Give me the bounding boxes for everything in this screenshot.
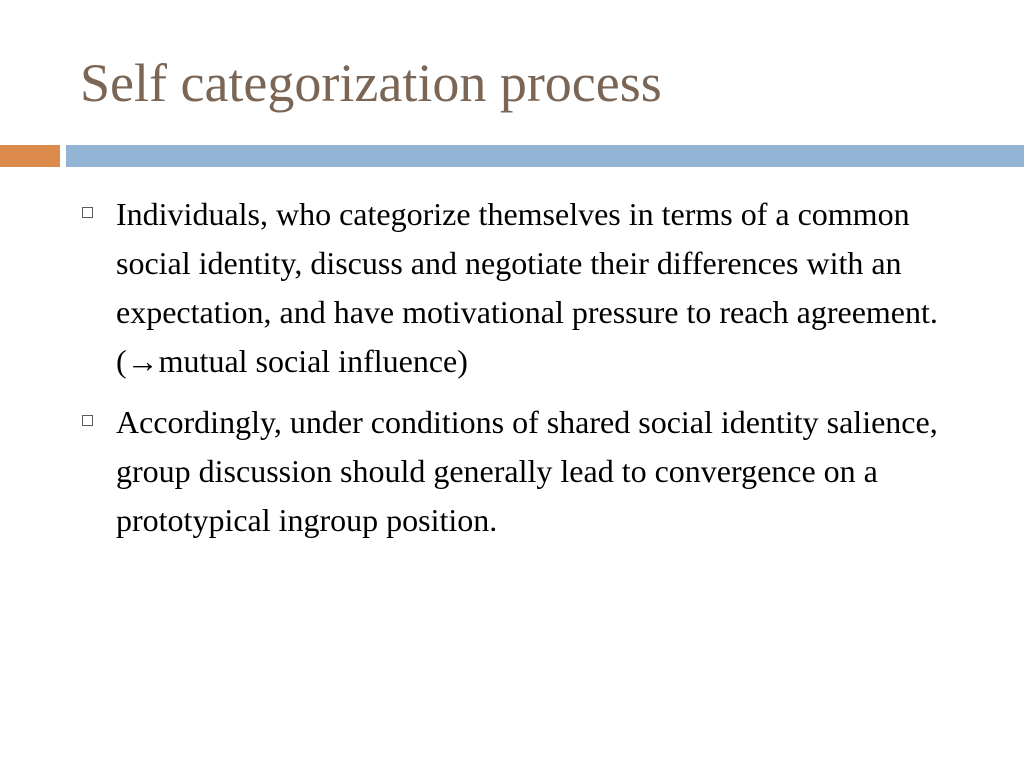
bullet-list [82, 190, 982, 557]
bullet-item [82, 398, 982, 545]
accent-bar-blue [66, 145, 1024, 167]
hollow-square-bullet-icon [82, 415, 93, 426]
slide-title: Self categorization process [80, 53, 662, 113]
accent-bar-orange [0, 145, 60, 167]
hollow-square-bullet-icon [82, 207, 93, 218]
bullet-text: Individuals, who categorize themselves in terms of a common social identity, discuss and negotiate their differences with an expectation, and have motivational pressure to reach agreement.(→mutual social influence) [116, 196, 938, 379]
bullet-item [82, 190, 982, 386]
bullet-text: Accordingly, under conditions of shared social identity salience, group discussion should generally lead to convergence on a prototypical ingroup position. [116, 404, 938, 538]
